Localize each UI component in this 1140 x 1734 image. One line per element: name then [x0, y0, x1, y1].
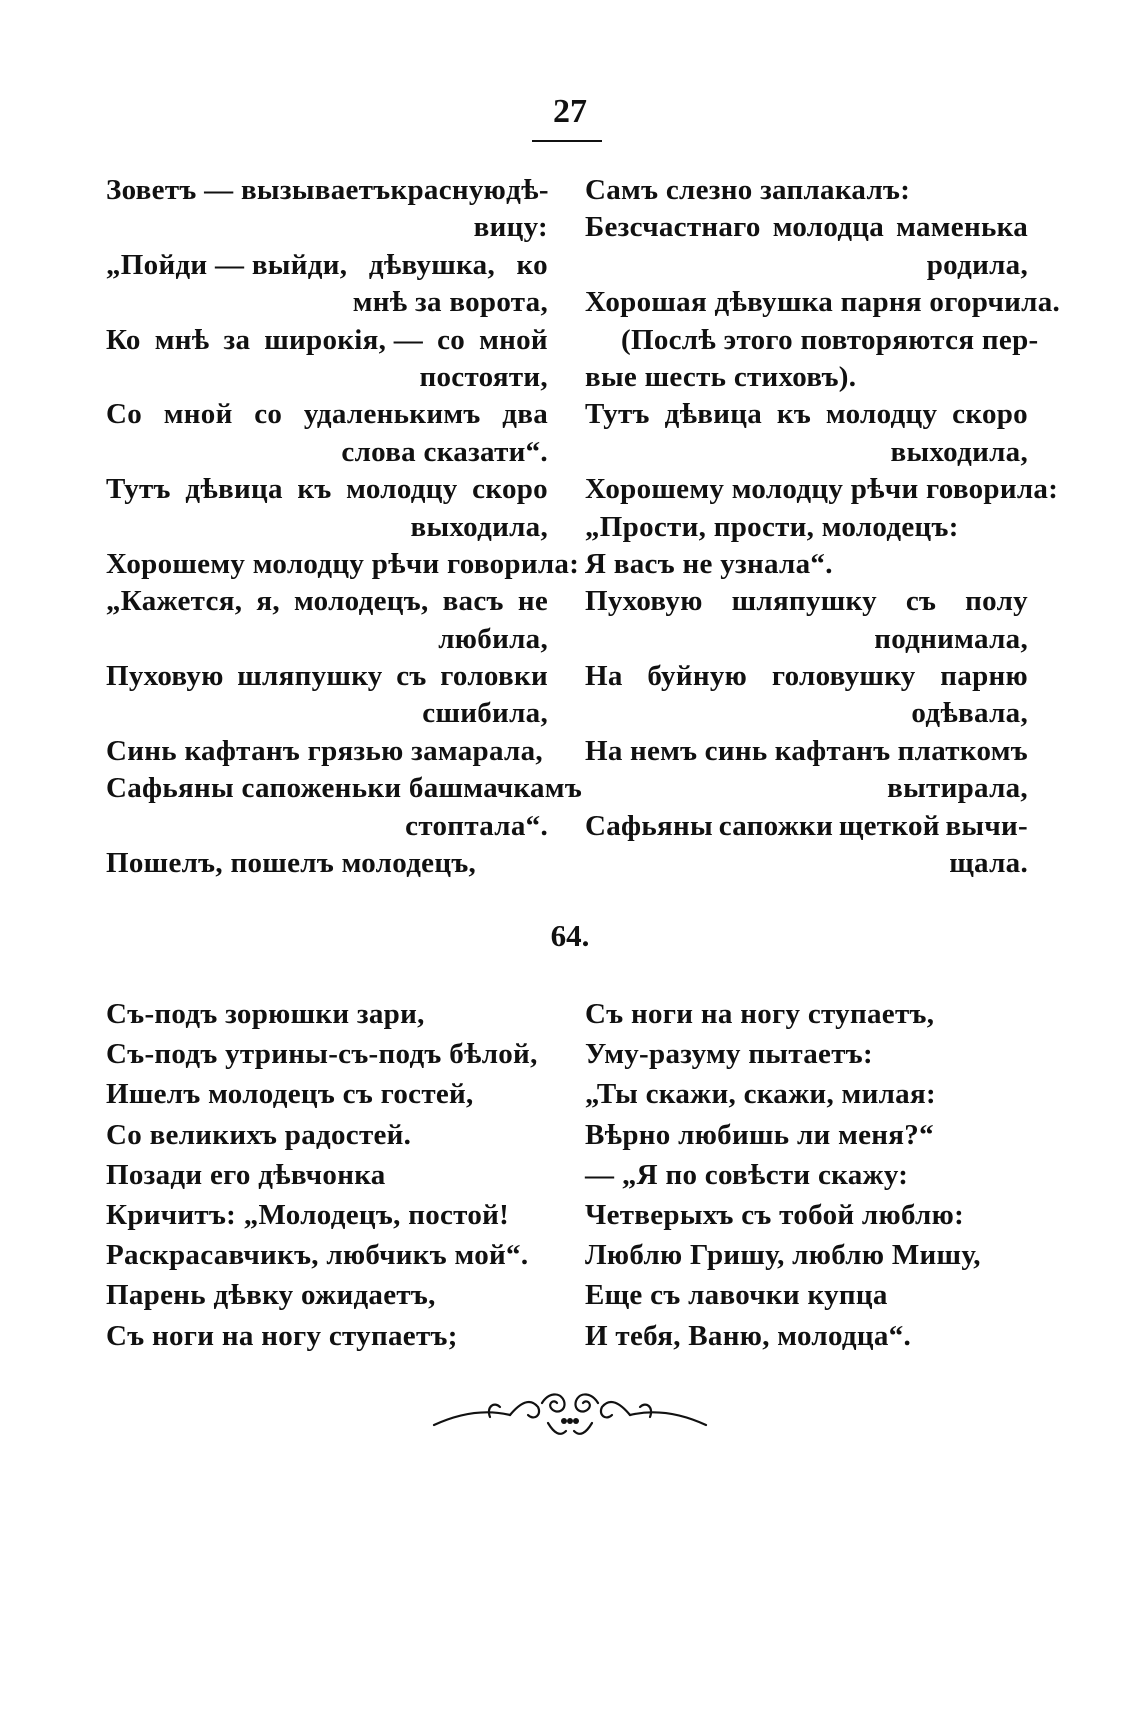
- verse-line: [585, 284, 1061, 321]
- verse-line: И тебя, Ваню, молодца“.: [585, 1319, 912, 1352]
- verse-word: синь: [704, 734, 768, 767]
- verse-line: [585, 471, 1059, 508]
- verse-line: [585, 209, 1028, 246]
- verse-word: полу: [965, 585, 1028, 618]
- verse-line: [106, 658, 548, 695]
- verse-line: [106, 322, 548, 359]
- stage-note: (Послѣ этого повторяются пер-: [621, 323, 1039, 356]
- verse-word: щеткой: [838, 809, 940, 842]
- verse-word: Зоветъ — вызываетъ: [106, 174, 391, 206]
- verse-word: удаленькимъ: [303, 398, 481, 431]
- verse-word: широкія, —: [264, 323, 424, 356]
- poem-63-left-column: [106, 172, 583, 882]
- verse-word: вычи-: [945, 809, 1028, 842]
- verse-line: [106, 396, 548, 433]
- verse-word: парню: [940, 660, 1028, 693]
- verse-word: васъ: [442, 585, 504, 618]
- verse-word: „Кажется,: [106, 585, 243, 618]
- verse-word: платкомъ: [897, 734, 1028, 767]
- verse-word: Самъ слезно заплакалъ:: [585, 174, 911, 206]
- verse-word: маменька: [896, 211, 1028, 244]
- poem-number: 64.: [550, 918, 590, 953]
- verse-word: мной: [163, 398, 233, 431]
- page-number-rule: [532, 140, 602, 142]
- verse-word: съ: [905, 585, 937, 618]
- verse-word: Пуховую: [106, 660, 224, 693]
- verse-line: — „Я по совѣсти скажу:: [585, 1158, 909, 1191]
- verse-line: [106, 172, 548, 209]
- verse-line: Уму-разуму пытаетъ:: [585, 1038, 873, 1071]
- verse-line-continuation: постояти,: [419, 360, 548, 393]
- verse-line-continuation: стоптала“.: [405, 809, 548, 842]
- verse-word: Тутъ: [106, 473, 171, 506]
- verse-word: немъ: [629, 734, 698, 767]
- verse-word: молодецъ,: [293, 585, 429, 618]
- verse-word: буйную: [647, 660, 748, 693]
- verse-word: Безсчастнаго: [585, 211, 761, 244]
- verse-word: Ко: [106, 323, 141, 356]
- verse-line: [106, 733, 548, 770]
- verse-word: Сафьяны: [585, 809, 713, 842]
- verse-line-continuation: мнѣ за ворота,: [352, 286, 548, 319]
- poem-64-left-column: [106, 994, 536, 1356]
- verse-word: Пошелъ, пошелъ молодецъ,: [106, 847, 477, 880]
- verse-line: [106, 471, 548, 508]
- verse-word: съ: [396, 660, 427, 693]
- verse-word: молодцу: [825, 398, 938, 431]
- verse-line: [106, 845, 548, 882]
- verse-word: за: [223, 323, 251, 356]
- verse-word: На: [585, 734, 623, 767]
- ornament-divider-icon: [430, 1385, 710, 1445]
- verse-word: ко: [516, 248, 548, 281]
- verse-line: [106, 546, 580, 583]
- verse-word: Со: [106, 398, 143, 431]
- verse-line-continuation: родила,: [926, 248, 1028, 281]
- verse-line: „Ты скажи, скажи, милая:: [585, 1078, 936, 1111]
- verse-word: не: [517, 585, 548, 618]
- verse-word: Хорошему молодцу рѣчи говорила:: [106, 547, 580, 580]
- verse-word: молодцу: [346, 473, 458, 506]
- page-number: 27: [553, 93, 587, 130]
- verse-line: Позади его дѣвчонка: [106, 1158, 386, 1191]
- verse-line-continuation: щала.: [949, 847, 1028, 880]
- verse-word: два: [502, 398, 548, 431]
- verse-word: Пуховую: [585, 585, 703, 618]
- verse-word: головушку: [771, 660, 916, 693]
- verse-line-continuation: любила,: [438, 622, 548, 655]
- verse-word: скоро: [472, 473, 548, 506]
- verse-line: [106, 583, 548, 620]
- verse-word: дѣвушка,: [368, 248, 495, 281]
- verse-word: сапожки: [718, 809, 834, 842]
- verse-word: мной: [479, 323, 548, 356]
- verse-word: мнѣ: [154, 323, 210, 356]
- verse-word: къ: [776, 398, 812, 431]
- verse-word: дѣвица: [185, 473, 283, 506]
- verse-line: Четверыхъ съ тобой люблю:: [585, 1198, 965, 1231]
- verse-word: „Пойди — выйди,: [106, 248, 348, 281]
- verse-line: Кричитъ: „Молодецъ, постой!: [106, 1198, 510, 1231]
- verse-word: молодца: [772, 211, 885, 244]
- verse-line-continuation: слова сказати“.: [341, 435, 548, 468]
- verse-word: скоро: [952, 398, 1028, 431]
- verse-line: [585, 808, 1028, 845]
- verse-line: [585, 509, 1028, 546]
- verse-word: Синь кафтанъ грязью замарала,: [106, 734, 543, 767]
- verse-line-continuation: одѣвала,: [911, 697, 1028, 730]
- verse-line: Вѣрно любишь ли меня?“: [585, 1118, 934, 1151]
- poem-64-right-column: [585, 994, 1025, 1356]
- verse-word: красную: [390, 174, 507, 206]
- stage-note: вые шесть стиховъ).: [585, 360, 857, 393]
- verse-word: дѣ-: [506, 174, 549, 206]
- verse-line-continuation: вытирала,: [887, 772, 1028, 805]
- verse-line: [585, 733, 1028, 770]
- verse-word: дѣвица: [664, 398, 763, 431]
- verse-word: Сафьяны сапоженьки башмачкамъ: [106, 772, 583, 805]
- verse-line: Съ-подъ зорюшки зари,: [106, 998, 425, 1030]
- verse-word: со: [437, 323, 466, 356]
- verse-word: шляпушку: [237, 660, 383, 693]
- verse-word: головки: [440, 660, 548, 693]
- verse-line: Парень дѣвку ожидаетъ,: [106, 1279, 436, 1312]
- verse-line: Люблю Гришу, люблю Мишу,: [585, 1239, 981, 1272]
- verse-line: [585, 583, 1028, 620]
- verse-line: Съ ноги на ногу ступаетъ,: [585, 998, 935, 1030]
- verse-line: Съ ноги на ногу ступаетъ;: [106, 1319, 458, 1352]
- verse-line-continuation: выходила,: [410, 510, 548, 543]
- verse-word: Хорошему молодцу рѣчи говорила:: [585, 473, 1059, 506]
- verse-line-continuation: сшибила,: [422, 697, 548, 730]
- verse-word: я,: [256, 585, 280, 618]
- verse-line: [585, 658, 1028, 695]
- verse-line: [585, 396, 1028, 433]
- verse-line: [585, 172, 1028, 209]
- verse-word: шляпушку: [731, 585, 877, 618]
- verse-word: Тутъ: [585, 398, 650, 431]
- verse-line-continuation: выходила,: [890, 435, 1028, 468]
- verse-line: [106, 247, 548, 284]
- poem-63-right-column: [585, 172, 1061, 882]
- verse-word: къ: [297, 473, 332, 506]
- verse-line-continuation: вицу:: [473, 211, 548, 244]
- verse-word: На: [585, 660, 623, 693]
- verse-line: Со великихъ радостей.: [106, 1118, 412, 1151]
- verse-line-continuation: поднимала,: [874, 622, 1028, 655]
- verse-word: со: [254, 398, 283, 431]
- verse-word: Я васъ не узнала“.: [585, 547, 833, 580]
- verse-word: кафтанъ: [774, 734, 891, 767]
- verse-line: Ишелъ молодецъ съ гостей,: [106, 1078, 474, 1111]
- verse-word: Хорошая дѣвушка парня огорчила.: [585, 286, 1061, 319]
- verse-line: [585, 546, 1028, 583]
- verse-line: [106, 770, 583, 807]
- verse-line: Раскрасавчикъ, любчикъ мой“.: [106, 1239, 529, 1272]
- verse-line: Съ-подъ утрины-съ-подъ бѣлой,: [106, 1038, 538, 1071]
- verse-line: Еще съ лавочки купца: [585, 1279, 888, 1312]
- verse-word: „Прости, прости, молодецъ:: [585, 510, 959, 543]
